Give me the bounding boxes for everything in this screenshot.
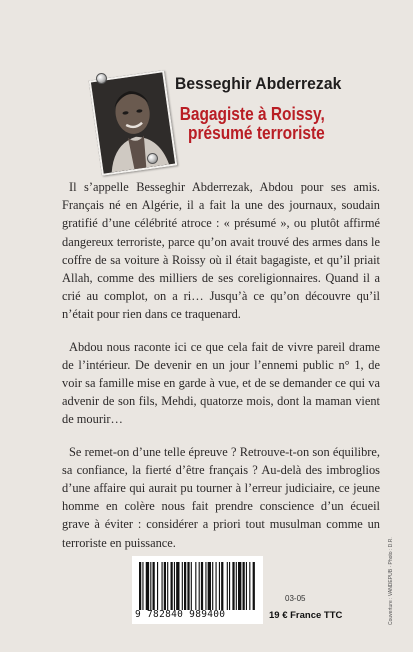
isbn-number: 9 782840 989400 — [135, 609, 226, 620]
price-label: 19 € France TTC — [269, 610, 343, 621]
photo-rivet-icon — [96, 73, 107, 84]
blurb-paragraph: Il s’appelle Besseghir Abderrezak, Abdou pour ses amis. Français né en Algérie, il a fait la une des journaux, soudain gratifié d’une célébrité atroce : « présumé », ou plutôt affirmé dangereux terroriste, parce qu’on avait trouvé des armes dans le coffre de sa voiture à Roissy où il était bagagiste, et qu’il priait Allah, comme des milliers de ses coreligionnaires. Quand il a crié au complot, on a ri… Jusqu’à ce qu’on découvre qu’il n’était pour rien dans ce traquenard. — [62, 180, 380, 322]
author-portrait-image — [91, 72, 175, 173]
author-name: Besseghir Abderrezak — [175, 74, 342, 93]
cover-credit-text: Couverture : VANDEPUB · Photo : D.R. — [388, 537, 394, 625]
barcode-image — [139, 562, 256, 610]
blurb-paragraph: Se remet-on d’une telle épreuve ? Retrouve-t-on son équilibre, sa confiance, la fierté d’être français ? Au-delà des imbroglios d’une affaire qui aurait pu tourner à l’erreur judiciaire, ce jeune homme en colère nous fait prendre conscience d’un écueil grave à éviter : considérer a priori tout musulman comme un terroriste en puissance. — [62, 444, 380, 550]
book-title-line-2: présumé terroriste — [187, 123, 325, 143]
blurb-paragraph: Abdou nous raconte ici ce que cela fait de vivre pareil drame de l’intérieur. De devenir en un jour l’ennemi public n° 1, de voir sa famille mise en garde à vue, et de se demander ce qui va advenir de son fils, Mehdi, quatorze mois, dont la maman vient de mourir… — [62, 339, 380, 427]
edition-code: 03-05 — [285, 594, 306, 603]
spine-credit — [388, 520, 398, 630]
photo-rivet-icon — [147, 153, 158, 164]
book-title — [170, 105, 325, 143]
isbn-barcode — [132, 556, 263, 624]
blurb — [62, 178, 380, 566]
author-photo — [89, 70, 178, 176]
book-title-line-1: Bagagiste à Roissy, — [179, 104, 325, 124]
